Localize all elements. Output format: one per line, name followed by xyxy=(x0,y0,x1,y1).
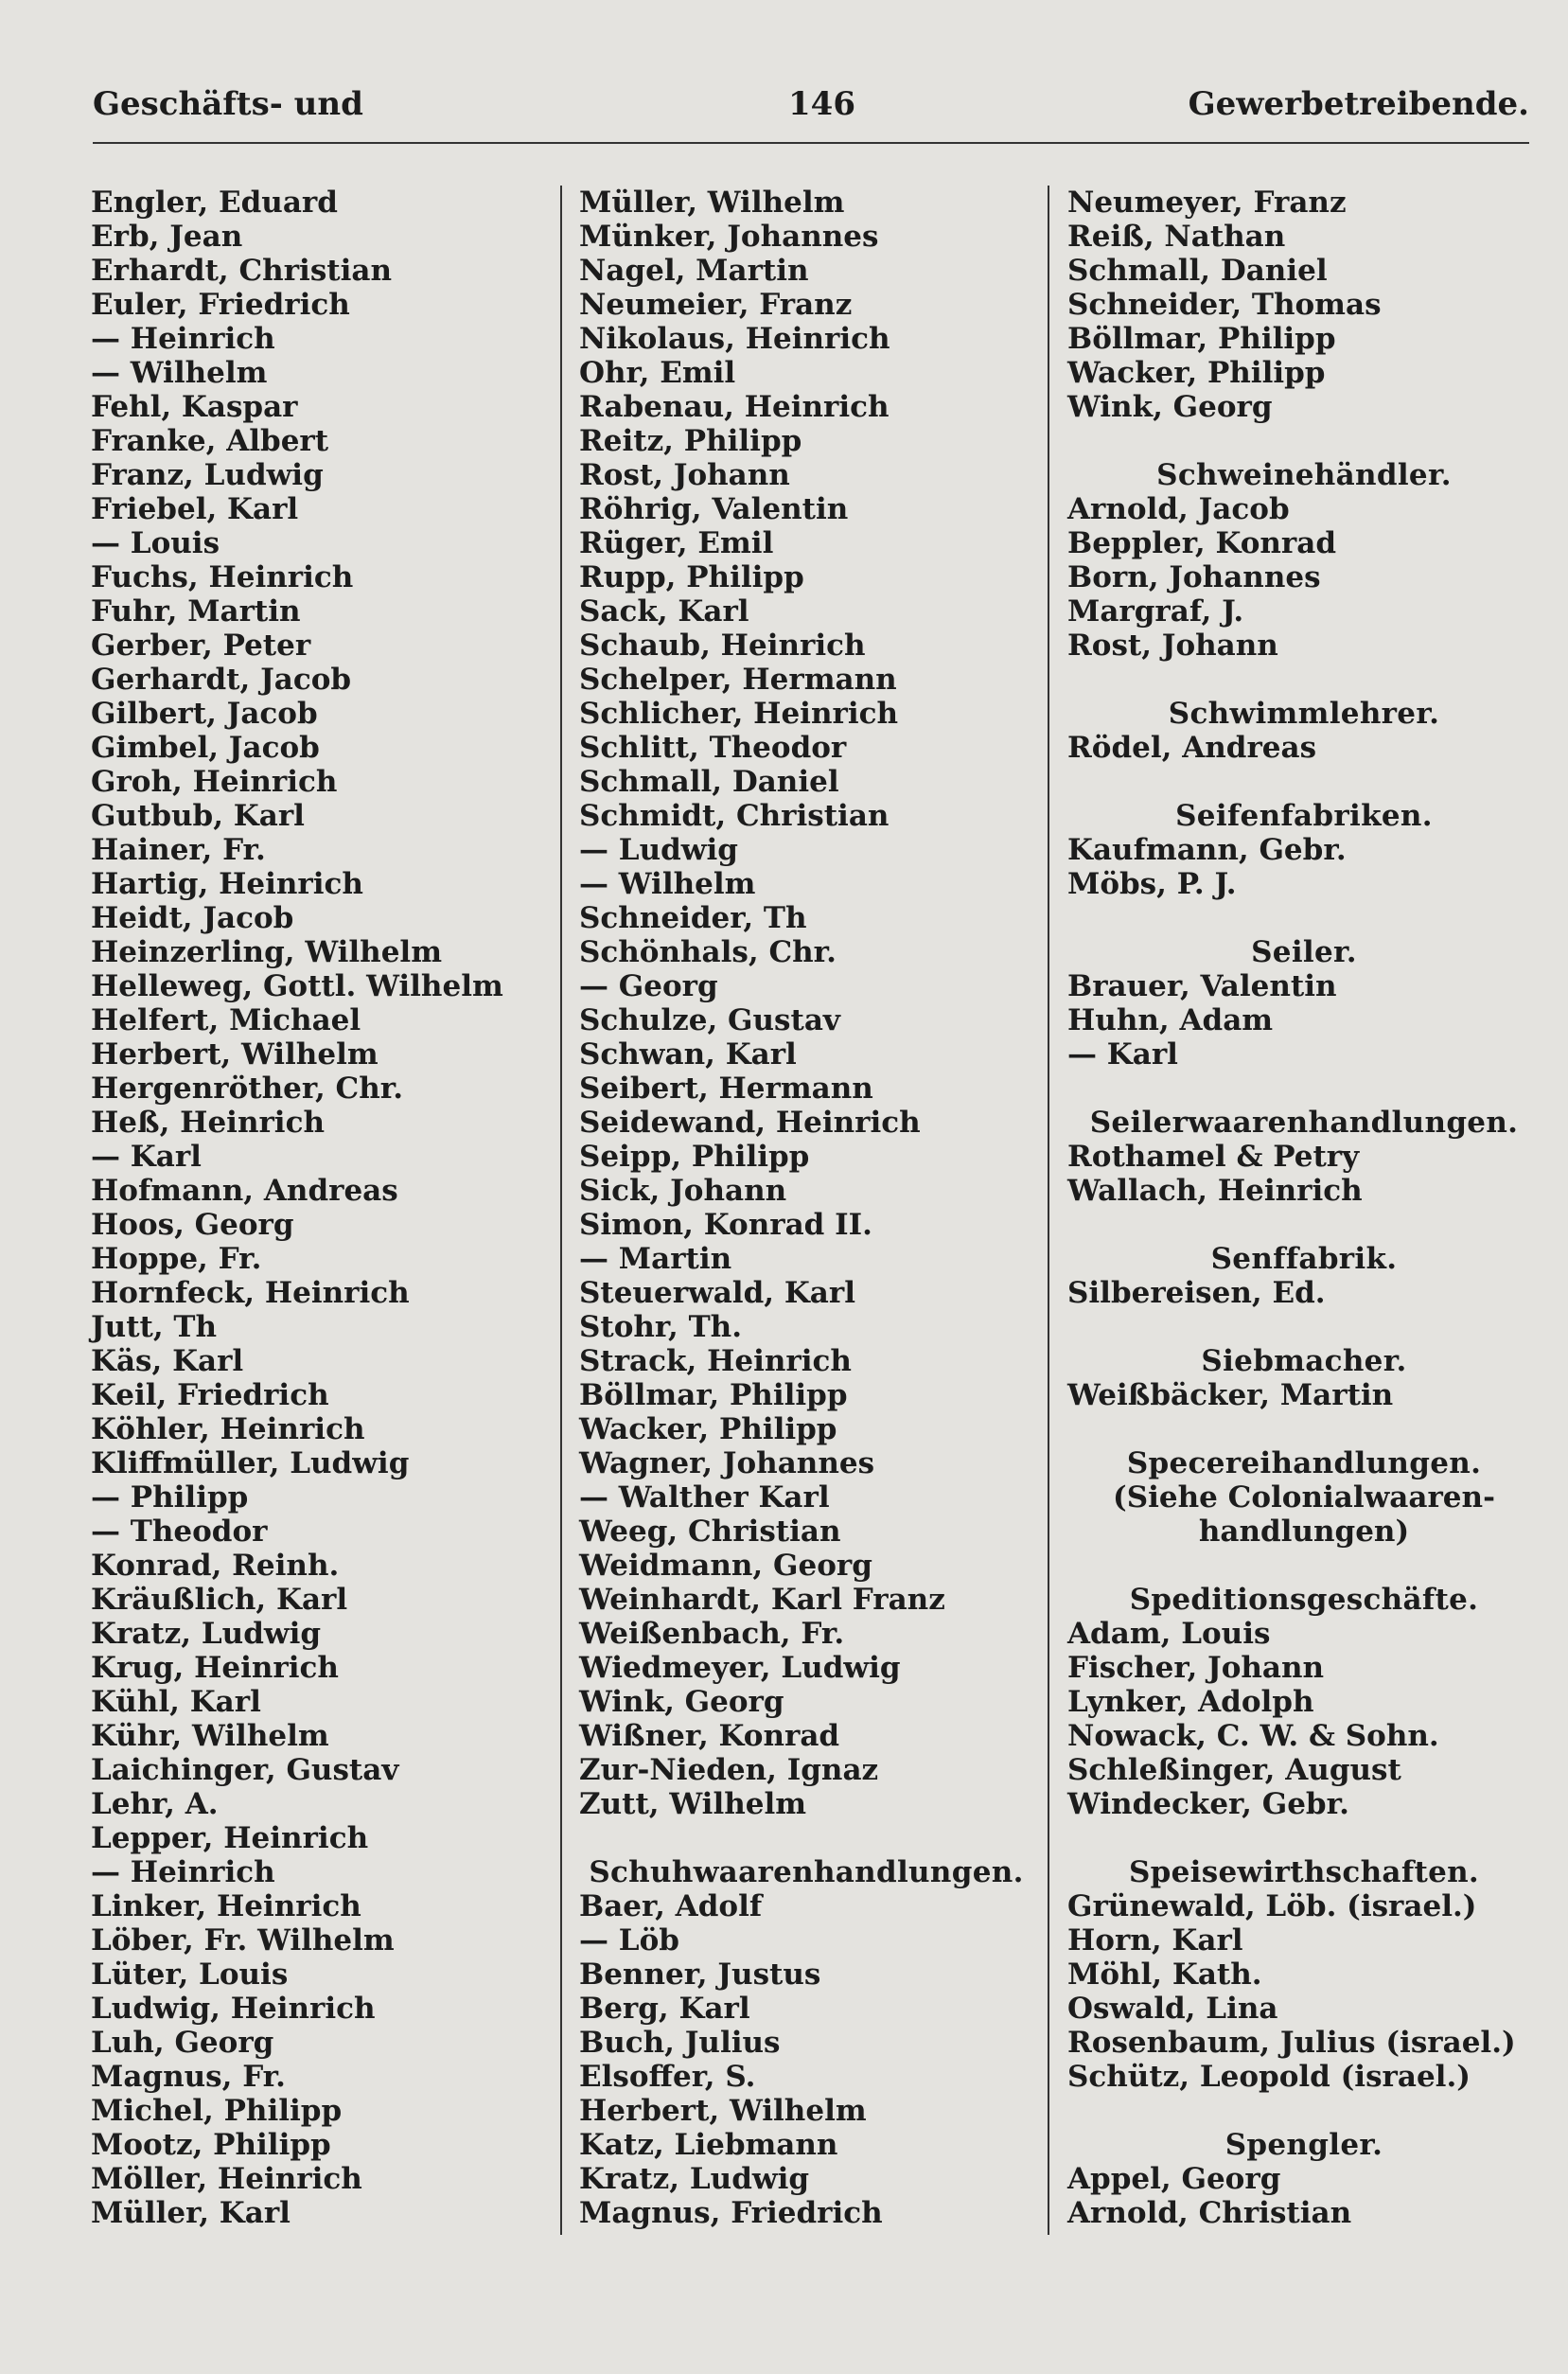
directory-entry: Engler, Eduard xyxy=(91,186,338,220)
directory-entry: Röhrig, Valentin xyxy=(579,492,849,526)
directory-entry: Mootz, Philipp xyxy=(91,2128,331,2162)
directory-entry: Gutbub, Karl xyxy=(91,799,305,833)
directory-entry: Jutt, Th xyxy=(91,1310,218,1344)
directory-entry: Euler, Friedrich xyxy=(91,288,350,322)
directory-entry: Schönhals, Chr. xyxy=(579,935,837,969)
directory-entry: Franke, Albert xyxy=(91,424,329,458)
directory-entry: Wagner, Johannes xyxy=(579,1446,875,1480)
directory-entry: Wacker, Philipp xyxy=(1067,356,1326,390)
section-heading: Siebmacher. xyxy=(1201,1344,1407,1378)
directory-entry: — Karl xyxy=(91,1140,202,1174)
spacer xyxy=(1067,1072,1541,1106)
spacer xyxy=(1067,663,1541,697)
section-heading: Specereihandlungen. xyxy=(1126,1446,1482,1480)
directory-entry: Reitz, Philipp xyxy=(579,424,802,458)
directory-entry: Lynker, Adolph xyxy=(1067,1685,1314,1719)
directory-entry: — Martin xyxy=(579,1242,732,1276)
directory-entry: Groh, Heinrich xyxy=(91,765,338,799)
directory-entry: Müller, Karl xyxy=(91,2196,291,2230)
directory-entry: Seipp, Philipp xyxy=(579,1140,810,1174)
directory-entry: Nowack, C. W. & Sohn. xyxy=(1067,1719,1439,1753)
spacer xyxy=(1067,901,1541,935)
directory-entry: Herbert, Wilhelm xyxy=(579,2094,867,2128)
directory-entry: Böllmar, Philipp xyxy=(1067,322,1336,356)
directory-entry: — Wilhelm xyxy=(579,867,756,901)
spacer xyxy=(1067,424,1541,458)
directory-entry: Kräußlich, Karl xyxy=(91,1583,348,1617)
directory-entry: Seibert, Hermann xyxy=(579,1072,873,1106)
directory-entry: Kliffmüller, Ludwig xyxy=(91,1446,410,1480)
directory-entry: Steuerwald, Karl xyxy=(579,1276,855,1310)
directory-entry: Schlitt, Theodor xyxy=(579,731,847,765)
directory-entry: Kaufmann, Gebr. xyxy=(1067,833,1347,867)
directory-entry: Rothamel & Petry xyxy=(1067,1140,1360,1174)
directory-entry: Schmidt, Christian xyxy=(579,799,890,833)
section-heading: Schwimmlehrer. xyxy=(1168,697,1440,731)
cross-reference-note: handlungen) xyxy=(1198,1515,1410,1549)
spacer xyxy=(1067,2094,1541,2128)
header-right-text: Gewerbetreibende. xyxy=(1188,85,1529,123)
column-divider xyxy=(560,186,562,2235)
directory-entry: Weißbäcker, Martin xyxy=(1067,1378,1394,1412)
directory-entry: Linker, Heinrich xyxy=(91,1889,361,1923)
directory-entry: — Walther Karl xyxy=(579,1480,830,1515)
spacer xyxy=(1067,1412,1541,1446)
directory-entry: Hofmann, Andreas xyxy=(91,1174,398,1208)
directory-entry: Katz, Liebmann xyxy=(579,2128,838,2162)
directory-entry: Schneider, Thomas xyxy=(1067,288,1382,322)
spacer xyxy=(1067,1208,1541,1242)
directory-entry: Ohr, Emil xyxy=(579,356,736,390)
directory-entry: Sick, Johann xyxy=(579,1174,787,1208)
directory-entry: Horn, Karl xyxy=(1067,1923,1243,1958)
directory-entry: Gimbel, Jacob xyxy=(91,731,320,765)
directory-entry: Hainer, Fr. xyxy=(91,833,266,867)
directory-entry: Münker, Johannes xyxy=(579,220,879,254)
directory-entry: Hergenröther, Chr. xyxy=(91,1072,404,1106)
directory-entry: Kühr, Wilhelm xyxy=(91,1719,329,1753)
directory-entry: Silbereisen, Ed. xyxy=(1067,1276,1326,1310)
directory-entry: Magnus, Friedrich xyxy=(579,2196,883,2230)
directory-entry: Helleweg, Gottl. Wilhelm xyxy=(91,969,503,1003)
directory-entry: Gerber, Peter xyxy=(91,629,311,663)
column-1 xyxy=(91,186,555,2230)
directory-entry: Adam, Louis xyxy=(1067,1617,1271,1651)
directory-entry: Konrad, Reinh. xyxy=(91,1549,340,1583)
directory-entry: Schmall, Daniel xyxy=(579,765,839,799)
directory-entry: — Löb xyxy=(579,1923,679,1958)
directory-entry: Born, Johannes xyxy=(1067,560,1321,594)
column-divider xyxy=(1048,186,1049,2235)
directory-entry: Wißner, Konrad xyxy=(579,1719,840,1753)
directory-entry: Grünewald, Löb. (israel.) xyxy=(1067,1889,1477,1923)
directory-entry: Möhl, Kath. xyxy=(1067,1958,1262,1992)
section-heading: Speisewirthschaften. xyxy=(1128,1855,1480,1889)
directory-entry: Fuhr, Martin xyxy=(91,594,301,629)
directory-entry: Schaub, Heinrich xyxy=(579,629,866,663)
directory-entry: Möller, Heinrich xyxy=(91,2162,362,2196)
section-heading: Seiler. xyxy=(1251,935,1357,969)
directory-entry: Wink, Georg xyxy=(1067,390,1273,424)
directory-entry: Rost, Johann xyxy=(579,458,790,492)
directory-entry: Berg, Karl xyxy=(579,1992,750,2026)
directory-entry: Krug, Heinrich xyxy=(91,1651,339,1685)
directory-entry: Luh, Georg xyxy=(91,2026,274,2060)
directory-entry: Appel, Georg xyxy=(1067,2162,1281,2196)
directory-entry: Laichinger, Gustav xyxy=(91,1753,399,1787)
directory-entry: Nagel, Martin xyxy=(579,254,809,288)
directory-entry: Arnold, Christian xyxy=(1067,2196,1352,2230)
directory-entry: Schulze, Gustav xyxy=(579,1003,840,1037)
directory-entry: Sack, Karl xyxy=(579,594,749,629)
directory-entry: Reiß, Nathan xyxy=(1067,220,1286,254)
directory-entry: Lepper, Heinrich xyxy=(91,1821,369,1855)
directory-entry: Böllmar, Philipp xyxy=(579,1378,848,1412)
directory-entry: Heidt, Jacob xyxy=(91,901,294,935)
directory-entry: Schlicher, Heinrich xyxy=(579,697,899,731)
directory-entry: Helfert, Michael xyxy=(91,1003,361,1037)
directory-entry: Hartig, Heinrich xyxy=(91,867,363,901)
directory-entry: Rosenbaum, Julius (israel.) xyxy=(1067,2026,1516,2060)
directory-entry: Franz, Ludwig xyxy=(91,458,324,492)
directory-entry: Kratz, Ludwig xyxy=(91,1617,322,1651)
section-heading: Speditionsgeschäfte. xyxy=(1129,1583,1479,1617)
section-heading: Seifenfabriken. xyxy=(1175,799,1433,833)
directory-entry: Rabenau, Heinrich xyxy=(579,390,890,424)
directory-entry: Seidewand, Heinrich xyxy=(579,1106,921,1140)
directory-entry: Hoppe, Fr. xyxy=(91,1242,262,1276)
page-header xyxy=(93,83,1529,144)
directory-entry: — Louis xyxy=(91,526,220,560)
directory-entry: Lüter, Louis xyxy=(91,1958,289,1992)
directory-entry: Kratz, Ludwig xyxy=(579,2162,810,2196)
directory-entry: Heinzerling, Wilhelm xyxy=(91,935,443,969)
directory-entry: Fischer, Johann xyxy=(1067,1651,1325,1685)
directory-entry: Fehl, Kaspar xyxy=(91,390,298,424)
spacer xyxy=(1067,765,1541,799)
directory-entry: Oswald, Lina xyxy=(1067,1992,1278,2026)
directory-entry: Wacker, Philipp xyxy=(579,1412,837,1446)
directory-entry: Müller, Wilhelm xyxy=(579,186,845,220)
directory-entry: Köhler, Heinrich xyxy=(91,1412,365,1446)
header-left-text: Geschäfts- und xyxy=(93,85,363,123)
directory-entry: Schwan, Karl xyxy=(579,1037,797,1072)
directory-entry: Benner, Justus xyxy=(579,1958,821,1992)
spacer xyxy=(579,1821,1033,1855)
directory-entry: Rüger, Emil xyxy=(579,526,774,560)
directory-entry: Schmall, Daniel xyxy=(1067,254,1328,288)
directory-entry: Fuchs, Heinrich xyxy=(91,560,354,594)
directory-entry: Schütz, Leopold (israel.) xyxy=(1067,2060,1471,2094)
directory-entry: Magnus, Fr. xyxy=(91,2060,286,2094)
directory-entry: Margraf, J. xyxy=(1067,594,1244,629)
directory-entry: Nikolaus, Heinrich xyxy=(579,322,890,356)
directory-entry: Heß, Heinrich xyxy=(91,1106,326,1140)
spacer xyxy=(1067,1549,1541,1583)
directory-entry: Baer, Adolf xyxy=(579,1889,763,1923)
directory-entry: Brauer, Valentin xyxy=(1067,969,1337,1003)
section-heading: Schuhwaarenhandlungen. xyxy=(589,1855,1024,1889)
directory-entry: Schleßinger, August xyxy=(1067,1753,1401,1787)
directory-entry: Elsoffer, S. xyxy=(579,2060,756,2094)
cross-reference-note: (Siehe Colonialwaaren- xyxy=(1113,1480,1495,1515)
directory-entry: — Georg xyxy=(579,969,718,1003)
directory-entry: Simon, Konrad II. xyxy=(579,1208,872,1242)
directory-entry: Arnold, Jacob xyxy=(1067,492,1290,526)
directory-entry: Herbert, Wilhelm xyxy=(91,1037,379,1072)
section-heading: Senffabrik. xyxy=(1210,1242,1398,1276)
directory-entry: Gilbert, Jacob xyxy=(91,697,318,731)
column-3 xyxy=(1067,186,1541,2230)
directory-entry: Gerhardt, Jacob xyxy=(91,663,352,697)
directory-entry: Zutt, Wilhelm xyxy=(579,1787,807,1821)
directory-entry: Rost, Johann xyxy=(1067,629,1278,663)
directory-entry: Beppler, Konrad xyxy=(1067,526,1337,560)
directory-entry: — Wilhelm xyxy=(91,356,268,390)
spacer xyxy=(1067,1821,1541,1855)
directory-entry: Ludwig, Heinrich xyxy=(91,1992,376,2026)
section-heading: Spengler. xyxy=(1224,2128,1383,2162)
directory-entry: Käs, Karl xyxy=(91,1344,244,1378)
directory-entry: Hoos, Georg xyxy=(91,1208,294,1242)
directory-entry: Wallach, Heinrich xyxy=(1067,1174,1363,1208)
directory-entry: — Ludwig xyxy=(579,833,738,867)
spacer xyxy=(1067,1310,1541,1344)
directory-entry: Erb, Jean xyxy=(91,220,243,254)
directory-entry: Zur-Nieden, Ignaz xyxy=(579,1753,879,1787)
directory-entry: Kühl, Karl xyxy=(91,1685,261,1719)
directory-entry: — Heinrich xyxy=(91,1855,275,1889)
directory-entry: Michel, Philipp xyxy=(91,2094,343,2128)
directory-entry: Neumeyer, Franz xyxy=(1067,186,1347,220)
directory-entry: Stohr, Th. xyxy=(579,1310,742,1344)
directory-entry: Strack, Heinrich xyxy=(579,1344,852,1378)
column-2 xyxy=(579,186,1033,2230)
directory-entry: Rödel, Andreas xyxy=(1067,731,1317,765)
section-heading: Seilerwaarenhandlungen. xyxy=(1089,1106,1519,1140)
directory-entry: Keil, Friedrich xyxy=(91,1378,329,1412)
directory-entry: Schelper, Hermann xyxy=(579,663,897,697)
directory-entry: Wiedmeyer, Ludwig xyxy=(579,1651,901,1685)
directory-entry: Friebel, Karl xyxy=(91,492,299,526)
directory-entry: Möbs, P. J. xyxy=(1067,867,1237,901)
section-heading: Schweinehändler. xyxy=(1156,458,1452,492)
directory-entry: Buch, Julius xyxy=(579,2026,781,2060)
directory-entry: Weidmann, Georg xyxy=(579,1549,872,1583)
directory-entry: Löber, Fr. Wilhelm xyxy=(91,1923,395,1958)
directory-entry: Neumeier, Franz xyxy=(579,288,853,322)
directory-entry: Windecker, Gebr. xyxy=(1067,1787,1349,1821)
directory-entry: Hornfeck, Heinrich xyxy=(91,1276,410,1310)
directory-entry: — Karl xyxy=(1067,1037,1178,1072)
directory-entry: Huhn, Adam xyxy=(1067,1003,1274,1037)
page-number: 146 xyxy=(788,85,855,123)
directory-entry: Wink, Georg xyxy=(579,1685,784,1719)
directory-entry: Lehr, A. xyxy=(91,1787,219,1821)
directory-entry: Weißenbach, Fr. xyxy=(579,1617,845,1651)
directory-entry: Schneider, Th xyxy=(579,901,807,935)
directory-entry: Erhardt, Christian xyxy=(91,254,392,288)
directory-entry: — Heinrich xyxy=(91,322,275,356)
directory-entry: Rupp, Philipp xyxy=(579,560,804,594)
directory-entry: Weeg, Christian xyxy=(579,1515,841,1549)
directory-entry: — Theodor xyxy=(91,1515,268,1549)
directory-entry: — Philipp xyxy=(91,1480,249,1515)
directory-entry: Weinhardt, Karl Franz xyxy=(579,1583,945,1617)
